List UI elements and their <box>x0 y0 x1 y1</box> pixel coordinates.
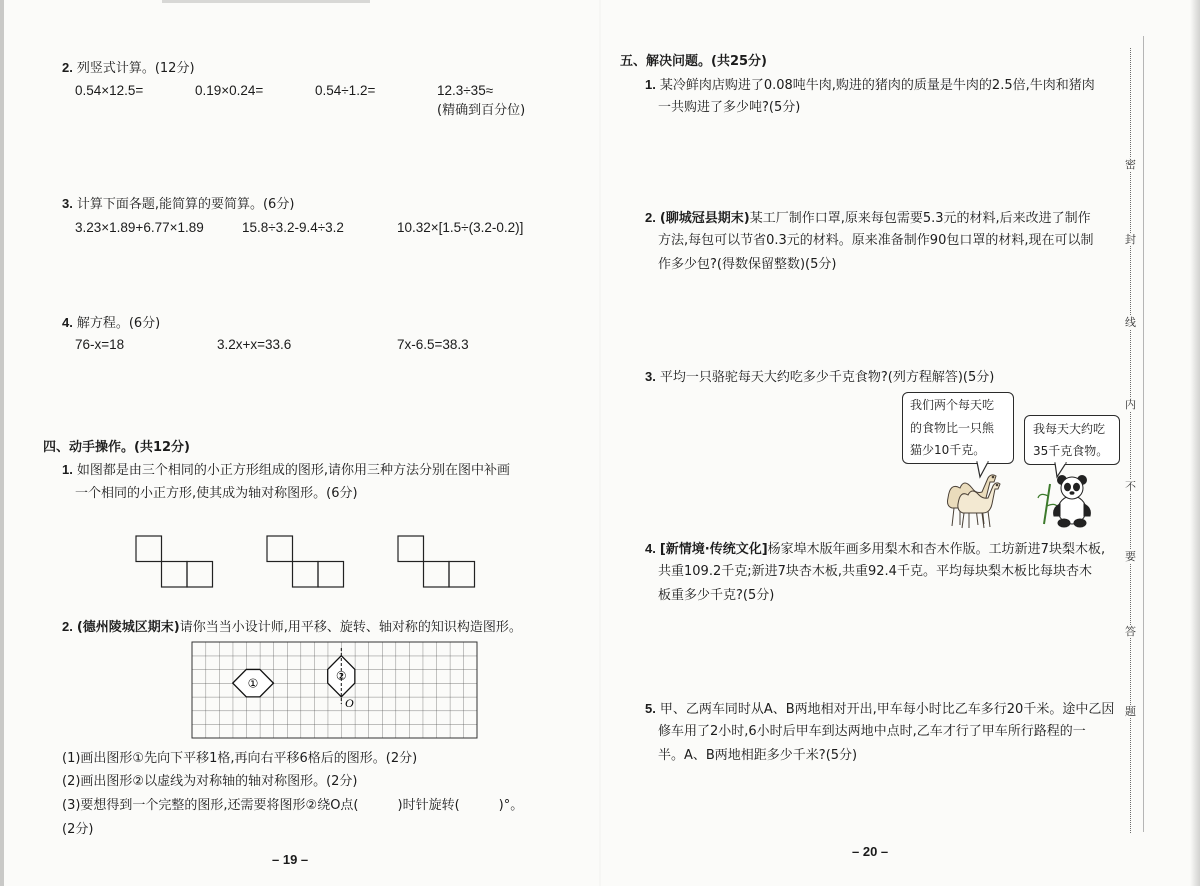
r-question-4-line-3: 板重多少千克?(5分) <box>658 588 775 603</box>
r-question-4-line-1 <box>645 541 1105 558</box>
scan-edge-left <box>0 0 4 886</box>
question-text: 解方程。(6分) <box>76 316 161 331</box>
camel-bubble-line-3: 猫少10千克。 <box>910 443 986 457</box>
question-3-title <box>62 196 294 213</box>
calc-item-1: 0.54×12.5= <box>75 83 144 98</box>
binding-char-1: 密 <box>1125 158 1136 171</box>
panda-speech-bubble <box>1024 415 1120 465</box>
question-2-title <box>62 60 195 77</box>
simplify-item-3: 10.32×[1.5÷(3.2-0.2)] <box>397 220 524 235</box>
simplify-item-1: 3.23×1.89+6.77×1.89 <box>75 220 204 235</box>
question-number: 2. <box>62 619 73 634</box>
question-text: 请你当当小设计师,用平移、旋转、轴对称的知识构造图形。 <box>179 620 522 635</box>
square-shape-3 <box>398 536 475 587</box>
question-source: (德州陵城区期末) <box>76 620 180 635</box>
question-number: 3. <box>62 196 73 211</box>
question-source: (聊城冠县期末) <box>659 211 750 226</box>
question-number: 1. <box>62 462 73 477</box>
s4-q2-sub-3: (3)要想得到一个完整的图形,还需要将图形②绕O点( )时针旋转( )°。 <box>62 798 524 813</box>
s4-question-1-line-2: 一个相同的小正方形,使其成为轴对称图形。(6分) <box>75 486 358 501</box>
equation-3: 7x-6.5=38.3 <box>397 337 469 352</box>
s4-question-2-title <box>62 619 522 636</box>
camel-bubble-line-2: 的食物比一只熊 <box>910 421 995 435</box>
r-question-1-line-1 <box>645 77 1095 94</box>
equation-2: 3.2x+x=33.6 <box>217 337 292 352</box>
s4-q2-sub-2: (2)画出图形②以虚线为对称轴的轴对称图形。(2分) <box>62 774 358 789</box>
scan-edge-right <box>1190 0 1200 886</box>
binding-char-8: 题 <box>1125 705 1136 718</box>
panda-bubble-line-1: 我每天大约吃 <box>1033 422 1106 436</box>
question-number: 3. <box>645 369 656 384</box>
question-number: 1. <box>645 77 656 92</box>
page-fold <box>599 0 601 886</box>
question-number: 2. <box>62 60 73 75</box>
binding-char-3: 线 <box>1125 316 1136 329</box>
r-question-1-line-2: 一共购进了多少吨?(5分) <box>658 100 801 115</box>
question-text: 如图都是由三个相同的小正方形组成的图形,请你用三种方法分别在图中补画 <box>76 463 510 478</box>
s4-question-1-line-1 <box>62 462 510 479</box>
r-question-2-line-3: 作多少包?(得数保留整数)(5分) <box>658 257 837 272</box>
question-number: 4. <box>645 541 656 556</box>
question-text: 列竖式计算。(12分) <box>76 61 195 76</box>
equation-1: 76-x=18 <box>75 337 125 352</box>
question-number: 4. <box>62 315 73 330</box>
panda-bubble-line-2: 35千克食物。 <box>1033 444 1109 458</box>
question-text: 平均一只骆驼每天大约吃多少千克食物?(列方程解答)(5分) <box>659 370 995 385</box>
square-shape-1 <box>136 536 213 587</box>
s4-q2-sub-3-score: (2分) <box>62 822 94 837</box>
question-text: 某工厂制作口罩,原来每包需要5.3元的材料,后来改进了制作 <box>749 211 1091 226</box>
page-number-right: – 20 – <box>852 844 889 859</box>
r-question-5-line-1 <box>645 701 1114 718</box>
camel-speech-bubble <box>902 392 1014 464</box>
binding-char-4: 内 <box>1125 398 1136 411</box>
s4-q2-sub-1: (1)画出图形①先向下平移1格,再向右平移6格后的图形。(2分) <box>62 751 418 766</box>
binding-edge-line <box>1143 36 1144 832</box>
binding-char-5: 不 <box>1125 480 1136 493</box>
calc-note: (精确到百分位) <box>437 103 526 118</box>
section-4-title: 四、动手操作。(共12分) <box>43 440 190 455</box>
r-question-3-title <box>645 369 994 386</box>
binding-char-7: 答 <box>1125 625 1136 638</box>
r-question-5-line-3: 半。A、B两地相距多少千米?(5分) <box>658 748 858 763</box>
point-o-label: O <box>345 696 354 710</box>
question-text: 杨家埠木版年画多用梨木和杏木作版。工坊新进7块梨木板, <box>767 542 1106 557</box>
binding-char-6: 要 <box>1125 550 1136 563</box>
binding-char-2: 封 <box>1125 233 1136 246</box>
question-text: 甲、乙两车同时从A、B两地相对开出,甲车每小时比乙车多行20千米。途中乙因 <box>659 702 1115 717</box>
square-shape-2 <box>267 536 344 587</box>
r-question-2-line-1 <box>645 210 1091 227</box>
calc-item-2: 0.19×0.24= <box>195 83 264 98</box>
square-shapes-figure <box>130 530 480 592</box>
question-4-title <box>62 315 160 332</box>
scan-edge-top <box>162 0 370 3</box>
r-question-2-line-2: 方法,每包可以节省0.3元的材料。原来准备制作90包口罩的材料,现在可以制 <box>658 233 1094 248</box>
grid-figure <box>192 642 477 738</box>
panda-illustration <box>1036 472 1100 528</box>
calc-item-3: 0.54÷1.2= <box>315 83 376 98</box>
bamboo-icon <box>1038 484 1058 524</box>
shape-1-label: ① <box>247 676 259 691</box>
question-number: 2. <box>645 210 656 225</box>
question-text: 计算下面各题,能简算的要简算。(6分) <box>76 197 295 212</box>
page-number-left: – 19 – <box>272 852 309 867</box>
camels-illustration <box>936 468 1008 530</box>
question-tag: [新情境·传统文化] <box>659 542 768 557</box>
shape-2-label: ② <box>335 669 347 683</box>
section-5-title: 五、解决问题。(共25分) <box>620 54 767 69</box>
question-number: 5. <box>645 701 656 716</box>
simplify-item-2: 15.8÷3.2-9.4÷3.2 <box>242 220 344 235</box>
r-question-4-line-2: 共重109.2千克;新进7块杏木板,共重92.4千克。平均每块梨木板比每块杏木 <box>658 564 1092 579</box>
calc-item-4: 12.3÷35≈ <box>437 83 494 98</box>
r-question-5-line-2: 修车用了2小时,6小时后甲车到达两地中点时,乙车才行了甲车所行路程的一 <box>658 724 1086 739</box>
question-text: 某冷鲜肉店购进了0.08吨牛肉,购进的猪肉的质量是牛肉的2.5倍,牛肉和猪肉 <box>659 78 1095 93</box>
camel-bubble-line-1: 我们两个每天吃 <box>910 398 995 412</box>
